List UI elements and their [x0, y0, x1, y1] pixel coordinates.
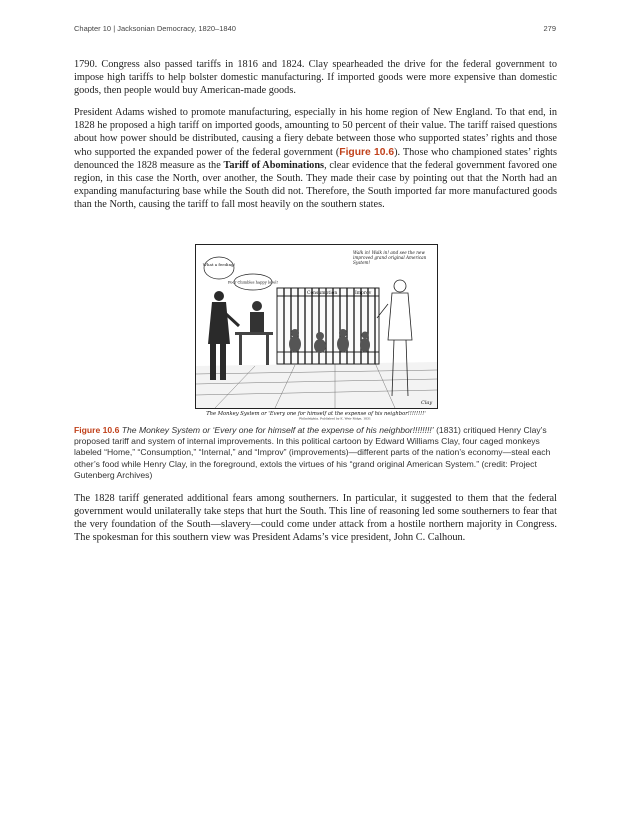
chapter-title: Chapter 10 | Jacksonian Democracy, 1820–1840	[74, 24, 236, 33]
paragraph-1: 1790. Congress also passed tariffs in 1816 and 1824. Clay spearheaded the drive for the federal government to impose high tariffs to help bolster domestic manufacturing. If imported goods were more expensive than domestic goods, then people would buy American-made goods.	[74, 59, 557, 97]
cage-label-consumption: Consumption	[307, 291, 338, 296]
page-number: 279	[543, 24, 556, 33]
figure-caption-label: Figure 10.6	[74, 425, 120, 435]
figure-caption	[74, 425, 556, 481]
cartoon-publisher-line: Philadelphia. Published by E. Weir Ridge, 1831	[299, 416, 371, 420]
speech-bubble-left: What a feeding!	[202, 262, 236, 267]
political-cartoon-image	[195, 244, 438, 420]
figure-caption-title: The Monkey System or ‘Every one for himself at the expense of his neighbor!!!!!!!!’	[121, 425, 434, 435]
speech-bubble-right: Walk in! Walk in! and see the new improved grand original American System!	[353, 250, 427, 265]
speech-bubble-middle: Poor Chimbles happy lovel!	[228, 280, 278, 285]
main-text-continued	[74, 492, 557, 553]
paragraph-3: The 1828 tariff generated additional fears among southerners. In particular, it suggested to them that the federal government would unilaterally take steps that hurt the South. This line of reasoning led some southerners to fear that the very foundation of the South—slavery—could come under attack from a hostile northern majority in Congress. The spokesman for this southern view was President Adams’s vice president, John C. Calhoun.	[74, 493, 557, 544]
figure-10-6-link[interactable]: Figure 10.6	[339, 146, 395, 158]
figure-caption-text: (1831) critiqued Henry Clay’s proposed tariff and system of internal improvements. In this political cartoon by Edward Williams Clay, four caged monkeys labeled “Home,” “Consumption,” “Internal,” and “Improv” (improvements)—different parts of the nation’s economy—steal each other’s food while Henry Clay, in the foreground, extols the virtues of his “grand original American System.” (credit: Project Gutenberg Archives)	[74, 425, 551, 480]
cartoon-inscription: The Monkey System or 'Every one for himself at the expense of his neighbor!!!!!!!!'	[206, 411, 426, 417]
paragraph-2-part-c: , clear evidence that the federal government favored one region, in this case the North, over another, the South. They made their case by pointing out that the North had an expanding manufacturing base while the South did not. Therefore, the South imported far more manufactured goods than the North, causing the tariff to fall most heavily on the southern states.	[74, 159, 557, 210]
paragraph-2-part-b: ). Those who championed states’ rights denounced the 1828 measure as the	[74, 146, 557, 171]
artist-signature: Clay	[421, 400, 433, 406]
main-text	[74, 58, 557, 220]
paragraph-2-part-a: President Adams wished to promote manufacturing, especially in his home region of New England. To that end, in 1828 he proposed a high tariff on imported goods, amounting to 50 percent of their value. The tariff raised questions about how power should be distributed, causing a fiery debate between those who supported states’ rights and those who supported the expanded power of the federal government (	[74, 107, 557, 158]
political-cartoon-figure	[195, 244, 438, 420]
cage-label-improv: Improv	[355, 291, 372, 296]
key-term-tariff-of-abominations: Tariff of Abominations	[223, 159, 325, 171]
paragraph-2	[74, 106, 557, 211]
page-header	[74, 24, 556, 36]
